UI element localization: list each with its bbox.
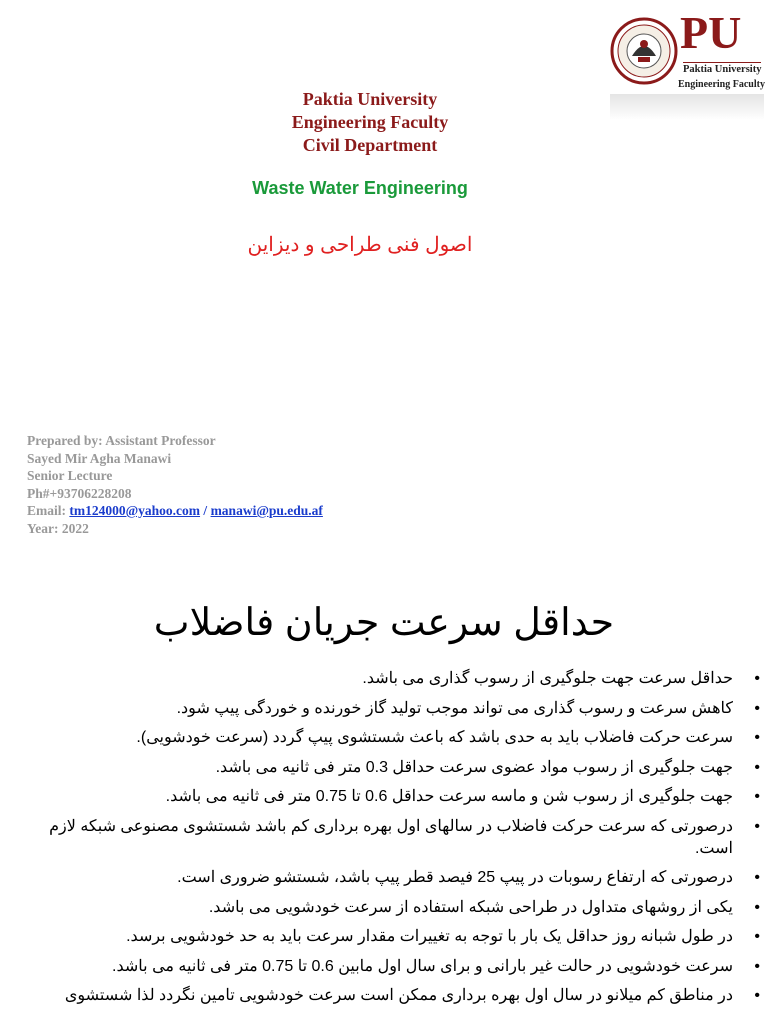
email-link-pu[interactable]: manawi@pu.edu.af [210, 503, 323, 518]
bullet-item: • در طول شبانه روز حداقل یک بار با توجه به تغییرات مقدار سرعت باید به حد خودشویی برسد. [30, 926, 768, 948]
logo-divider [683, 62, 761, 63]
bullet-list [30, 668, 768, 1015]
email-link-yahoo[interactable]: tm124000@yahoo.com [69, 503, 201, 518]
header-faculty: Engineering Faculty [291, 112, 449, 132]
bullet-item: • جهت جلوگیری از رسوب شن و ماسه سرعت حداقل 0.6 تا 0.75 متر فی ثانیه می باشد. [30, 786, 768, 808]
logo-university: Paktia University [683, 64, 762, 75]
bullet-item: • یکی از روشهای متداول در طراحی شبکه استفاده از سرعت خودشویی می باشد. [30, 897, 768, 919]
bullet-item: • سرعت حرکت فاضلاب باید به حدی باشد که باعث شستشوی پیپ گردد (سرعت خودشویی). [30, 727, 768, 749]
author-name: Sayed Mir Agha Manawi [27, 450, 172, 466]
author-phone: Ph#+93706228208 [27, 485, 132, 501]
header-university: Paktia University [302, 89, 438, 109]
email-label: Email: [27, 503, 70, 518]
logo-faculty: Engineering Faculty [678, 79, 765, 90]
author-block [27, 432, 323, 537]
author-year: Year: 2022 [27, 520, 89, 536]
persian-subtitle: اصول فنی طراحی و دیزاین [247, 234, 473, 256]
email-separator: / [200, 503, 211, 518]
bullet-item: • درصورتی که ارتفاع رسوبات در پیپ 25 فیصد قطر پیپ باشد، شستشو ضروری است. [30, 867, 768, 889]
bullet-item: • کاهش سرعت و رسوب گذاری می تواند موجب تولید گاز خورنده و خوردگی پیپ شود. [30, 698, 768, 720]
bullet-item: • در مناطق کم میلانو در سال اول بهره برداری ممکن است سرعت خودشویی تامین نگردد لذا شستشوی [30, 985, 768, 1007]
subject-title: Waste Water Engineering [252, 178, 468, 198]
bullet-item: • جهت جلوگیری از رسوب مواد عضوی سرعت حداقل 0.3 متر فی ثانیه می باشد. [30, 757, 768, 779]
slide-title: حداقل سرعت جریان فاضلاب [153, 602, 615, 644]
author-position: Senior Lecture [27, 468, 113, 483]
bullet-item: • درصورتی که سرعت حرکت فاضلاب در سالهای اول بهره برداری کم باشد شستشوی مصنوعی شبکه لازم است. [30, 816, 768, 860]
bullet-item: • حداقل سرعت جهت جلوگیری از رسوب گذاری می باشد. [30, 668, 768, 690]
pu-logo-text: PU [680, 7, 742, 58]
prepared-by: Prepared by: Assistant Professor [27, 433, 216, 448]
bullet-item: • سرعت خودشویی در حالت غیر بارانی و برای سال اول مابین 0.6 تا 0.75 متر فی ثانیه می باشد. [30, 956, 768, 978]
author-email-line [27, 502, 323, 520]
header-department: Civil Department [302, 135, 438, 155]
